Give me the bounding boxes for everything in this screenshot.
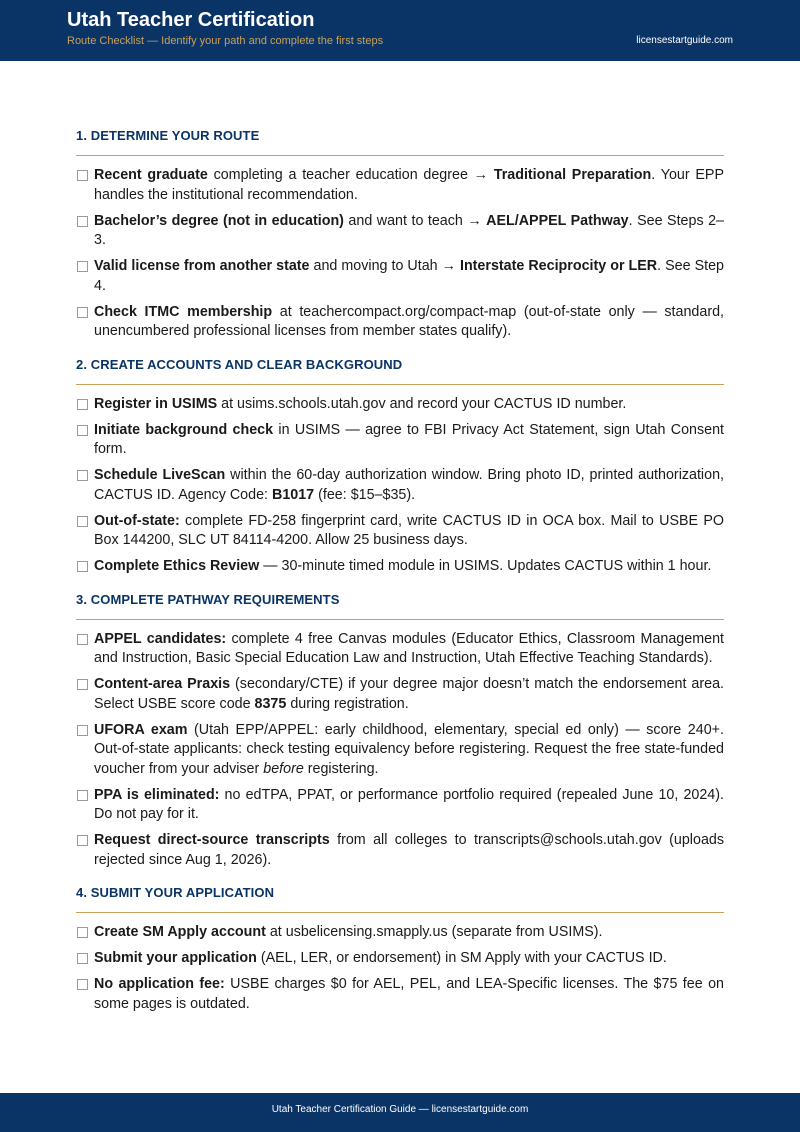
section-title: 1. DETERMINE YOUR ROUTE	[76, 128, 724, 156]
item-text: no edTPA, PPAT, or performance portfolio required (repealed June 10, 2024). Do not pay for it.	[94, 786, 724, 822]
section-title: 4. SUBMIT YOUR APPLICATION	[76, 885, 724, 913]
item-emphasis: Out-of-state:	[94, 512, 180, 529]
page-header	[0, 0, 800, 61]
checkbox[interactable]	[77, 634, 88, 645]
checklist-item	[76, 923, 724, 943]
item-text: . Your EPP handles the institutional recommendation.	[94, 167, 724, 203]
item-text: . See Steps 2–3.	[94, 212, 724, 248]
checkbox[interactable]	[77, 399, 88, 410]
item-emphasis: UFORA exam	[94, 721, 188, 738]
item-text: registering.	[303, 760, 379, 777]
item-emphasis: Initiate background check	[94, 421, 274, 438]
item-emphasis: Recent graduate	[94, 167, 208, 183]
item-text: at usbelicensing.smapply.us (separate from USIMS).	[265, 924, 603, 940]
checklist-item	[76, 675, 724, 714]
checklist-item	[76, 831, 724, 870]
item-text: complete FD-258 fingerprint card, write CACTUS ID in OCA box. Mail to USBE PO Box 144200, SLC UT 84114-4200. Allow 25 business days.	[94, 512, 724, 548]
item-text: — 30-minute timed module in USIMS. Updates CACTUS within 1 hour.	[259, 558, 712, 574]
item-emphasis: Submit your application	[94, 950, 257, 966]
page-subtitle: Route Checklist — Identify your path and complete the first steps	[67, 35, 384, 47]
checklist-item	[76, 166, 724, 205]
page-title: Utah Teacher Certification	[67, 9, 315, 31]
checklist-item	[76, 395, 724, 415]
checklist-item	[76, 949, 724, 969]
item-emphasis: Valid license from another state	[94, 258, 310, 274]
item-text: USBE charges $0 for AEL, PEL, and LEA-Specific licenses. The $75 fee on some pages is outdated.	[94, 976, 724, 1012]
item-emphasis: Schedule LiveScan	[94, 467, 226, 483]
section-2	[76, 357, 724, 577]
item-text: at teachercompact.org/compact-map (out-of-state only — standard, unencumbered professional licenses from member states qualify).	[94, 303, 724, 339]
section-3	[76, 592, 724, 871]
checklist-item	[76, 212, 724, 251]
item-text: completing a teacher education degree →	[207, 167, 494, 183]
item-text: (AEL, LER, or endorsement) in SM Apply with your CACTUS ID.	[256, 950, 667, 966]
site-url: licensestartguide.com	[636, 35, 733, 46]
checklist-item	[76, 303, 724, 342]
item-text: during registration.	[286, 695, 409, 712]
footer-text: Utah Teacher Certification Guide — licensestartguide.com	[271, 1104, 529, 1115]
checklist-content	[76, 128, 724, 1029]
item-emphasis: Traditional Preparation	[493, 167, 652, 183]
checklist-item	[76, 630, 724, 669]
checklist-item	[76, 721, 724, 780]
item-text: . See Step 4.	[94, 258, 724, 294]
checkbox[interactable]	[77, 561, 88, 572]
checkbox[interactable]	[77, 216, 88, 227]
checkbox[interactable]	[77, 307, 88, 318]
section-title: 2. CREATE ACCOUNTS AND CLEAR BACKGROUND	[76, 357, 724, 385]
checkbox[interactable]	[77, 725, 88, 736]
section-title: 3. COMPLETE PATHWAY REQUIREMENTS	[76, 592, 724, 620]
item-emphasis: APPEL candidates:	[94, 630, 227, 647]
checkbox[interactable]	[77, 927, 88, 938]
item-emphasis: Interstate Reciprocity or LER	[459, 258, 658, 274]
item-text: at usims.schools.utah.gov and record your CACTUS ID number.	[217, 395, 627, 412]
page-footer	[0, 1093, 800, 1132]
checklist-item	[76, 466, 724, 505]
item-emphasis: AEL/APPEL Pathway	[486, 212, 629, 229]
item-emphasis: Register in USIMS	[94, 395, 218, 412]
checklist-item	[76, 512, 724, 551]
item-emphasis: Create SM Apply account	[94, 924, 266, 940]
checkbox[interactable]	[77, 679, 88, 690]
item-text: (Utah EPP/APPEL: early childhood, elementary, special ed only) — score 240+. Out-of-state applicants: check testing equivalency before registering. Request the free state-funded voucher from your adviser	[94, 721, 724, 777]
checklist-item	[76, 557, 724, 577]
item-emphasis: Complete Ethics Review	[94, 558, 260, 574]
item-emphasis: 8375	[254, 695, 287, 712]
section-4	[76, 885, 724, 1014]
checklist-item	[76, 421, 724, 460]
item-text: (secondary/CTE) if your degree major doesn’t match the endorsement area. Select USBE score code	[94, 676, 724, 712]
checkbox[interactable]	[77, 516, 88, 527]
item-text: complete 4 free Canvas modules (Educator Ethics, Classroom Management and Instruction, Basic Special Education Law and Instruction, Utah Effective Teaching Standards).	[94, 630, 724, 666]
checkbox[interactable]	[77, 425, 88, 436]
section-1	[76, 128, 724, 342]
checkbox[interactable]	[77, 790, 88, 801]
item-text: in USIMS — agree to FBI Privacy Act Statement, sign Utah Consent form.	[94, 421, 725, 457]
item-text: within the 60-day authorization window. Bring photo ID, printed authorization, CACTUS ID. Agency Code:	[94, 467, 724, 503]
checkbox[interactable]	[77, 835, 88, 846]
item-emphasis: PPA is eliminated:	[94, 786, 220, 803]
item-italic: before	[263, 760, 304, 777]
checkbox[interactable]	[77, 953, 88, 964]
item-emphasis: Check ITMC membership	[94, 303, 273, 320]
item-emphasis: Content-area Praxis	[94, 676, 231, 692]
checkbox[interactable]	[77, 470, 88, 481]
checklist-item	[76, 257, 724, 296]
checklist-item	[76, 975, 724, 1014]
item-text: from all colleges to transcripts@schools.utah.gov (uploads rejected since Aug 1, 2026).	[94, 832, 724, 868]
item-emphasis: No application fee:	[94, 976, 225, 992]
item-emphasis: Request direct-source transcripts	[94, 832, 330, 848]
item-text: and want to teach →	[343, 212, 487, 229]
item-text: (fee: $15–$35).	[314, 486, 416, 503]
item-emphasis: B1017	[272, 486, 315, 503]
checkbox[interactable]	[77, 979, 88, 990]
checkbox[interactable]	[77, 170, 88, 181]
item-emphasis: Bachelor’s degree (not in education)	[94, 212, 344, 229]
checklist-item	[76, 786, 724, 825]
checkbox[interactable]	[77, 261, 88, 272]
item-text: and moving to Utah →	[309, 258, 460, 274]
